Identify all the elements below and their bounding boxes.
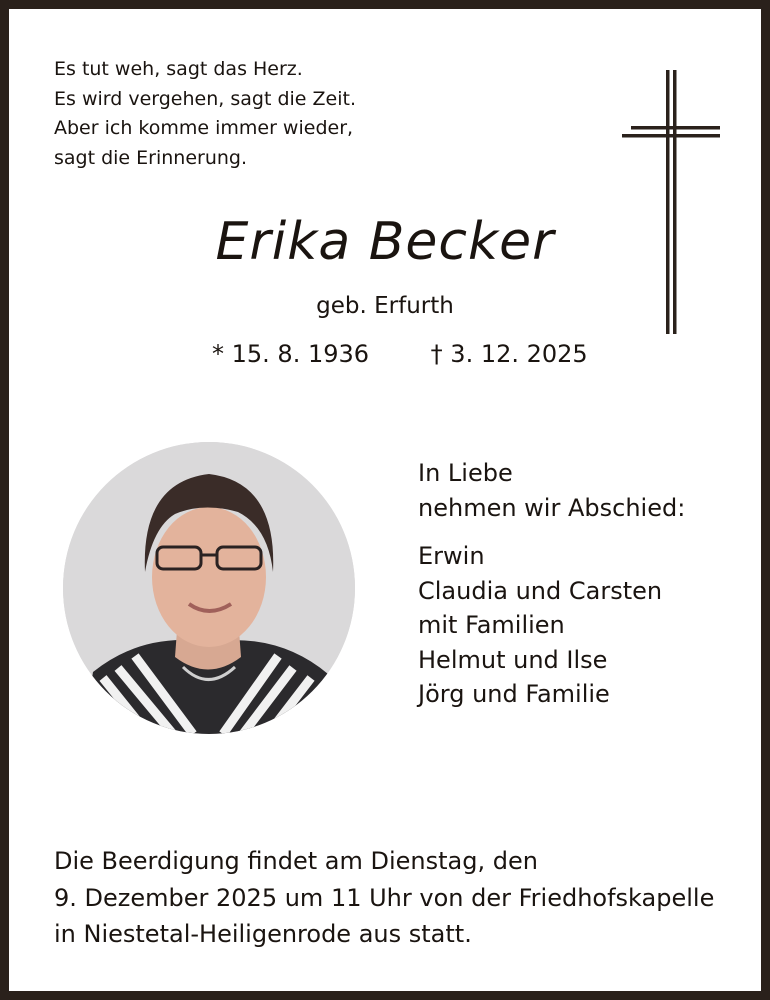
- mourner-name: Claudia und Carsten: [418, 576, 663, 605]
- poem-line: sagt die Erinnerung.: [54, 146, 248, 169]
- mourners-block: [418, 456, 685, 712]
- life-dates: [212, 340, 588, 368]
- mourners-intro-line: In Liebe: [418, 459, 513, 487]
- death-date: † 3. 12. 2025: [430, 340, 588, 368]
- funeral-line: 9. Dezember 2025 um 11 Uhr von der Friedhofskapelle: [54, 883, 715, 912]
- funeral-line: Die Beerdigung findet am Dienstag, den: [54, 847, 538, 875]
- birth-name: geb. Erfurth: [316, 293, 454, 319]
- deceased-name: Erika Becker: [215, 212, 555, 272]
- mourner-name: mit Familien: [418, 611, 565, 639]
- mourner-name: Erwin: [418, 542, 485, 570]
- mourners-intro-line: nehmen wir Abschied:: [418, 493, 686, 522]
- poem-line: Es wird vergehen, sagt die Zeit.: [54, 87, 356, 110]
- mourner-name: Helmut und Ilse: [418, 645, 608, 674]
- poem-line: Es tut weh, sagt das Herz.: [54, 58, 303, 80]
- poem-line: Aber ich komme immer wieder,: [54, 117, 354, 139]
- birth-date: * 15. 8. 1936: [212, 340, 370, 368]
- funeral-info: [54, 843, 714, 953]
- mourner-name: Jörg und Familie: [418, 680, 610, 708]
- funeral-line: in Niestetal-Heiligenrode aus statt.: [54, 920, 472, 948]
- portrait-photo: [63, 442, 355, 734]
- poem: [54, 55, 356, 173]
